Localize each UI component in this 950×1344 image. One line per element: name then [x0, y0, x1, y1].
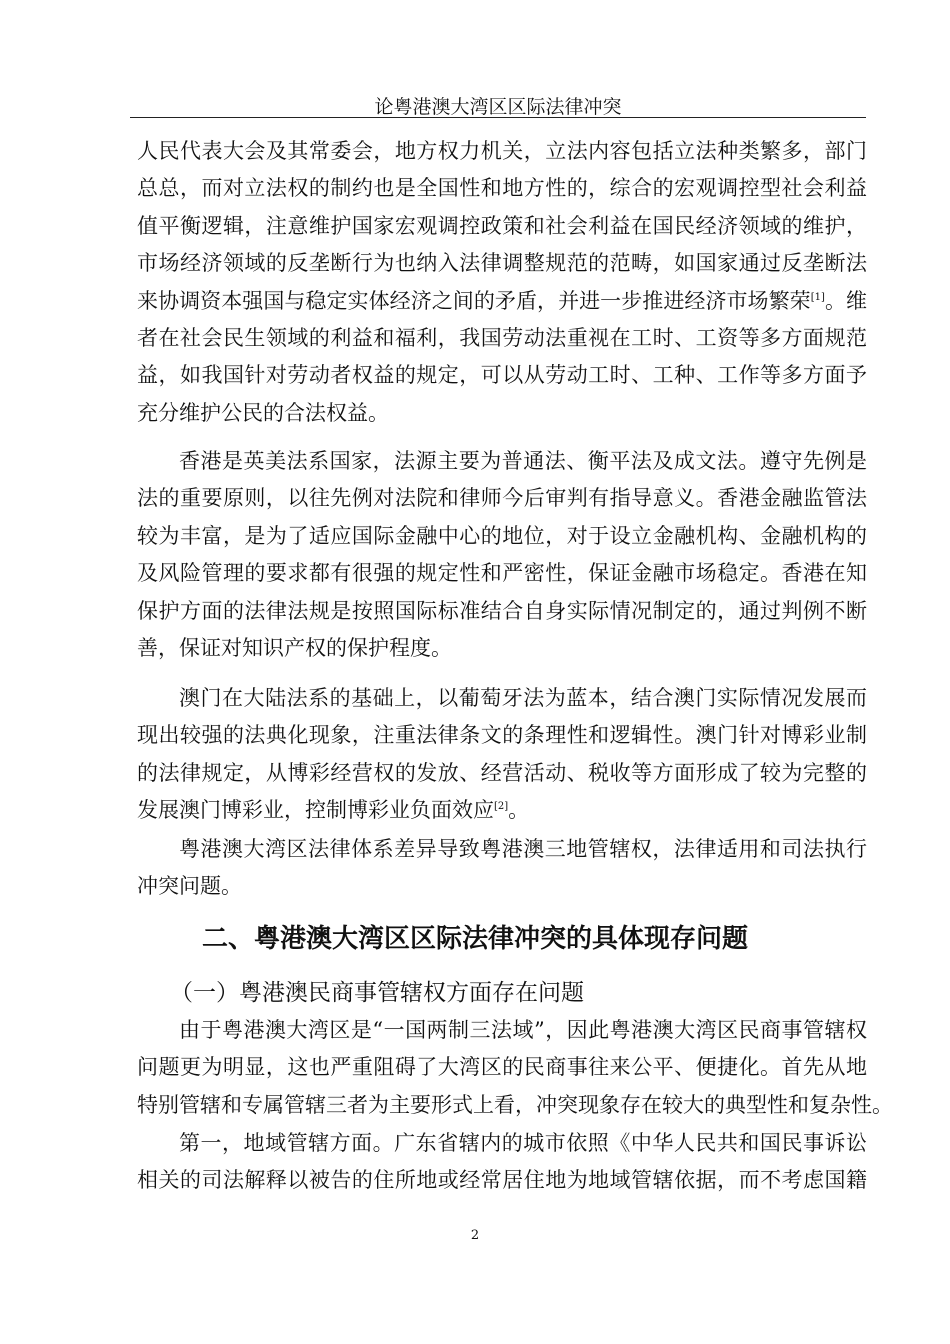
text-line: [137, 593, 867, 630]
text-line: [137, 1087, 893, 1124]
paragraph: [137, 680, 867, 830]
text-line: [137, 283, 867, 320]
footnote-reference[interactable]: [1]: [810, 291, 825, 303]
line-text: 总总，而对立法权的制约也是全国性和地方性的，综合的宏观调控型社会利益: [137, 176, 867, 201]
text-line: [137, 1125, 867, 1162]
paragraph: [137, 1012, 893, 1124]
line-text: 问题更为明显，这也严重阻碍了大湾区的民商事往来公平、便捷化。首先从地: [137, 1055, 867, 1080]
text-line: [137, 792, 867, 829]
header-divider: [130, 117, 866, 118]
text-line: [137, 1012, 867, 1049]
text-line: [137, 208, 867, 245]
text-line: [137, 1162, 867, 1199]
running-header: 论粤港澳大湾区区际法律冲突: [374, 96, 622, 118]
text-line: [137, 320, 867, 357]
text-line: [137, 717, 867, 754]
line-text: 保护方面的法律法规是按照国际标准结合自身实际情况制定的，通过判例不断: [137, 598, 867, 623]
line-text: 第一，地域管辖方面。广东省辖内的城市依照《中华人民共和国民事诉讼: [179, 1131, 867, 1155]
line-text: 善，保证对知识产权的保护程度。: [137, 635, 452, 660]
text-line: [137, 680, 867, 717]
paragraph: [137, 443, 867, 667]
line-text: 。: [508, 798, 530, 823]
line-text: 发展澳门博彩业，控制博彩业负面效应: [137, 798, 494, 823]
line-text: 现出较强的法典化现象，注重法律条文的条理性和逻辑性。澳门针对博彩业制: [137, 723, 867, 748]
line-text: 及风险管理的要求都有很强的规定性和严密性，保证金融市场稳定。香港在知: [137, 561, 867, 586]
text-line: [137, 755, 867, 792]
line-text: 法的重要原则，以往先例对法院和律师今后审判有指导意义。香港金融监管法: [137, 486, 867, 511]
line-text: 冲突问题。: [137, 874, 242, 899]
line-text: 相关的司法解释以被告的住所地或经常居住地为地域管辖依据，而不考虑国籍: [137, 1168, 867, 1193]
line-text: 充分维护公民的合法权益。: [137, 400, 389, 425]
text-line: [137, 170, 867, 207]
paragraph: [137, 1125, 867, 1200]
text-line: [137, 555, 867, 592]
text-line: [137, 630, 867, 667]
line-text: 的法律规定，从博彩经营权的发放、经营活动、税收等方面形成了较为完整的: [137, 760, 867, 785]
line-text: 者在社会民生领域的利益和福利，我国劳动法重视在工时、工资等多方面规范: [137, 325, 867, 350]
text-line: [137, 245, 867, 282]
text-line: [137, 443, 867, 480]
page-number: 2: [470, 1228, 480, 1243]
text-line: [137, 133, 867, 170]
subsection-heading: （一）粤港澳民商事管辖权方面存在问题: [170, 980, 584, 1006]
line-text: 人民代表大会及其常委会，地方权力机关，立法内容包括立法种类繁多，部门: [137, 139, 867, 163]
text-line: [137, 868, 867, 905]
text-line: [137, 357, 867, 394]
line-text: 由于粤港澳大湾区是“一国两制三法域”，因此粤港澳大湾区民商事管辖权: [179, 1018, 867, 1042]
line-text: 特别管辖和专属管辖三者为主要形式上看，冲突现象存在较大的典型性和复杂性。: [137, 1092, 893, 1117]
paragraph: [137, 831, 867, 906]
line-text: 粤港澳大湾区法律体系差异导致粤港澳三地管辖权，法律适用和司法执行: [179, 837, 867, 861]
text-line: [137, 480, 867, 517]
text-line: [137, 831, 867, 868]
line-text: 澳门在大陆法系的基础上，以葡萄牙法为蓝本，结合澳门实际情况发展而: [179, 686, 867, 710]
footnote-reference[interactable]: [2]: [494, 801, 509, 813]
line-text: 值平衡逻辑，注意维护国家宏观调控政策和社会利益在国民经济领域的维护，: [137, 213, 867, 238]
line-text: 市场经济领域的反垄断行为也纳入法律调整规范的范畴，如国家通过反垄断法: [137, 251, 867, 276]
line-text: 较为丰富，是为了适应国际金融中心的地位，对于设立金融机构、金融机构的: [137, 523, 867, 548]
line-text: 。维: [824, 288, 867, 313]
text-line: [137, 395, 867, 432]
text-line: [137, 1049, 867, 1086]
text-line: [137, 518, 867, 555]
line-text: 益，如我国针对劳动者权益的规定，可以从劳动工时、工种、工作等多方面予: [137, 363, 867, 388]
line-text: 来协调资本强国与稳定实体经济之间的矛盾，并进一步推进经济市场繁荣: [137, 288, 811, 313]
paragraph: [137, 133, 867, 432]
line-text: 香港是英美法系国家，法源主要为普通法、衡平法及成文法。遵守先例是: [179, 449, 867, 473]
section-heading: 二、粤港澳大湾区区际法律冲突的具体现存问题: [201, 924, 748, 954]
